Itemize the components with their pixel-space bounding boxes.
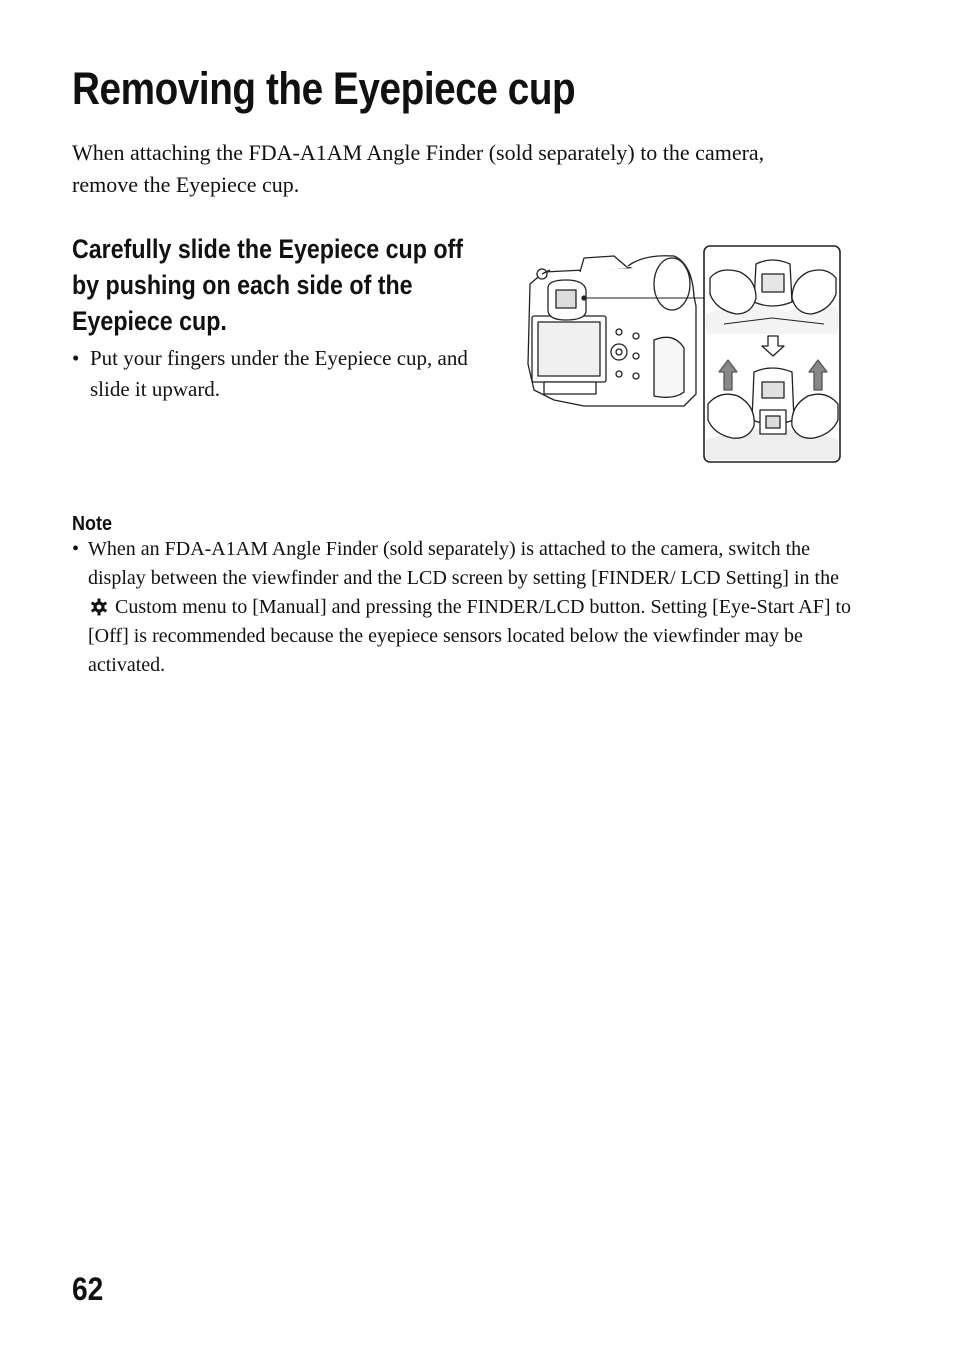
fingers-top-illustration — [706, 260, 838, 334]
step-heading-line: Carefully slide the Eyepiece cup off — [72, 234, 463, 264]
page-title: Removing the Eyepiece cup — [72, 63, 576, 114]
bullet-dot: • — [72, 346, 80, 370]
step-heading-line: Eyepiece cup. — [72, 306, 227, 336]
step-heading-line: by pushing on each side of the — [72, 270, 413, 300]
camera-body-illustration — [528, 256, 696, 406]
gear-icon — [90, 598, 108, 616]
step-heading — [72, 231, 485, 339]
note-label: Note — [72, 513, 113, 535]
note-text — [72, 535, 862, 680]
bullet-dot: • — [72, 538, 80, 560]
step-bullet — [72, 343, 492, 405]
note-text-part: When an FDA-A1AM Angle Finder (sold separately) is attached to the camera, switch the display between the viewfinder and the LCD screen by setting [FINDER/ LCD Setting] in the — [88, 538, 839, 589]
step-bullet-text: Put your fingers under the Eyepiece cup, and slide it upward. — [90, 346, 468, 401]
note-text-part: Custom menu to [Manual] and pressing the FINDER/LCD button. Setting [Eye-Start AF] to [Off] is recommended because the eyepiece sensors located below the viewfinder may be activated. — [88, 596, 852, 676]
page-number: 62 — [72, 1271, 104, 1307]
intro-paragraph: When attaching the FDA-A1AM Angle Finder (sold separately) to the camera, remove the Eyepiece cup. — [72, 140, 765, 197]
note-bullet — [72, 535, 862, 680]
eyepiece-removal-illustration — [524, 244, 842, 466]
